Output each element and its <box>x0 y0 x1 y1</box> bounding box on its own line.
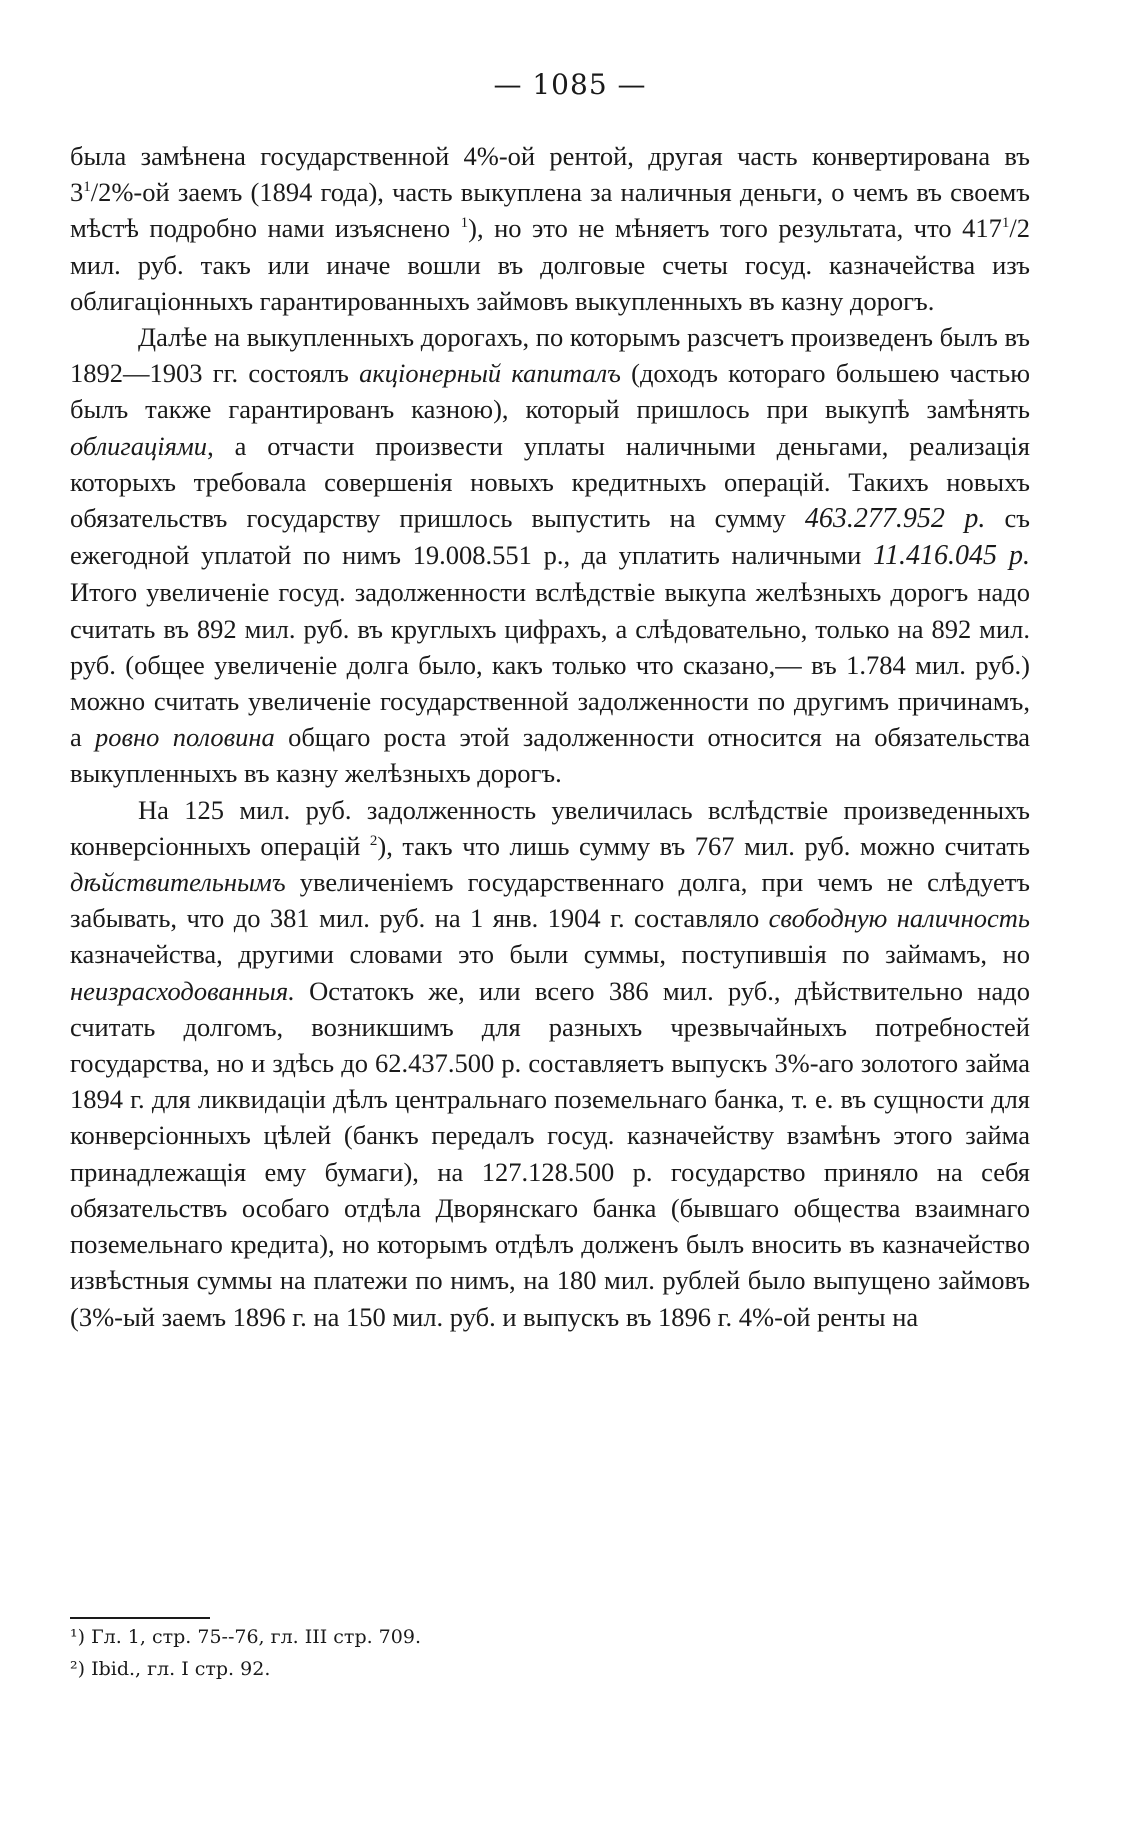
emphasis-text: ровно половина <box>95 722 275 753</box>
emphasis-text: облигаціями <box>70 430 208 461</box>
paragraph-3 <box>70 792 1030 1335</box>
paragraph-2 <box>70 319 1030 792</box>
footnote-2: ²) Ibid., гл. I стр. 92. <box>70 1658 271 1680</box>
text-run: Остатокъ же, или всего 386 мил. руб., дѣйствительно надо считать долгомъ, возникшимъ для разныхъ чрезвычайныхъ потребностей государства, но и здѣсь до 62.437.500 р. составляетъ выпускъ 3%-аго золотого займа 1894 г. для ликвидаціи дѣлъ центральнаго поземельнаго банка, т. е. въ сущности для конверсіонныхъ цѣлей (банкъ передалъ госуд. казначейству взамѣнъ этого займа принадлежащія ему бумаги), на 127.128.500 р. государство приняло на себя обязательствъ особаго отдѣла Дворянскаго банка (бывшаго общества взаимнаго поземельнаго кредита), но которымъ отдѣлъ долженъ былъ вносить въ казначейство извѣстныя суммы на платежи по нимъ, на 180 мил. рублей было выпущено займовъ (3%-ый заемъ 1896 г. на 150 мил. руб. и выпускъ въ 1896 г. 4%-ой ренты на <box>70 975 1030 1332</box>
footnotes <box>70 1621 1030 1685</box>
text-run: общаго роста этой задолженности относится на обязательства выкупленныхъ въ казну желѣзныхъ дорогъ. <box>70 722 1030 789</box>
text-run: На 125 мил. руб. задолженность увеличилась вслѣдствіе произведенныхъ конверсіонныхъ операцій <box>70 794 1030 861</box>
emphasis-text: дѣйствительнымъ <box>70 867 286 898</box>
paragraph-1 <box>70 138 1030 319</box>
footnote-marker: 1 <box>83 179 91 196</box>
text-run: Далѣе на выкупленныхъ дорогахъ, по которымъ разсчетъ произведенъ былъ въ 1892—1903 гг. состоялъ <box>70 322 1030 389</box>
footnote-marker: 1 <box>460 215 469 232</box>
emphasis-text: неизрасходованныя. <box>70 975 295 1006</box>
text-run: ), но это не мѣняетъ того результата, что 417 <box>468 213 1002 244</box>
footnote-1: ¹) Гл. 1, стр. 75--76, гл. III стр. 709. <box>70 1626 421 1648</box>
text-run: увеличеніемъ государственнаго долга, при чемъ не слѣдуетъ забывать, что до 381 мил. руб. на 1 янв. 1904 г. составляло <box>70 867 1030 934</box>
text-run: была замѣнена государственной 4%-ой рентой, другая часть конвертирована въ 3 <box>70 141 1030 208</box>
text-run: ), такъ что лишь сумму въ 767 мил. руб. можно считать <box>377 830 1030 861</box>
italic-amount: 463.277.952 р. <box>804 503 986 535</box>
emphasis-text: свободную наличность <box>768 903 1030 934</box>
footnote-marker: 1 <box>1001 215 1010 232</box>
text-run: казначейства, другими словами это были суммы, поступившія по займамъ, но <box>70 939 1030 970</box>
text-run: /2%-ой заемъ (1894 года), часть выкуплена за наличныя деньги, о чемъ въ своемъ мѣстѣ подробно нами изъяснено <box>70 177 1030 244</box>
text-run: Итого увеличеніе госуд. задолженности вслѣдствіе выкупа желѣзныхъ дорогъ надо считать въ 892 мил. руб. въ круглыхъ цифрахъ, а слѣдовательно, только на 892 мил. руб. (общее увеличеніе долга было, какъ только что сказано,— въ 1.784 мил. руб.) можно считать увеличеніе государственной задолженности по другимъ причинамъ, а <box>70 577 1030 753</box>
page-number: — 1085 — <box>493 68 647 101</box>
text-run: съ ежегодной уплатой по нимъ 19.008.551 р., да уплатить наличными <box>70 503 1030 571</box>
main-text <box>70 138 1030 1335</box>
italic-amount: 11.416.045 р. <box>873 540 1031 572</box>
emphasis-text: акціонерный капиталъ <box>359 358 621 389</box>
footnote-marker: 2 <box>369 832 378 849</box>
text-run: (доходъ котораго большею частью былъ также гарантированъ казною), который пришлось при выкупѣ замѣнять <box>70 358 1031 425</box>
text-run: , а отчасти произвести уплаты наличными деньгами, реализація которыхъ требовала совершенія новыхъ кредитныхъ операцій. Такихъ новыхъ обязательствъ государству пришлось выпустить на сумму <box>70 430 1030 534</box>
text-run: /2 мил. руб. такъ или иначе вошли въ долговые счеты госуд. казначейства изъ облигаціонныхъ гарантированныхъ займовъ выкупленныхъ въ казну дорогъ. <box>70 213 1030 316</box>
footnote-divider <box>70 1617 210 1619</box>
